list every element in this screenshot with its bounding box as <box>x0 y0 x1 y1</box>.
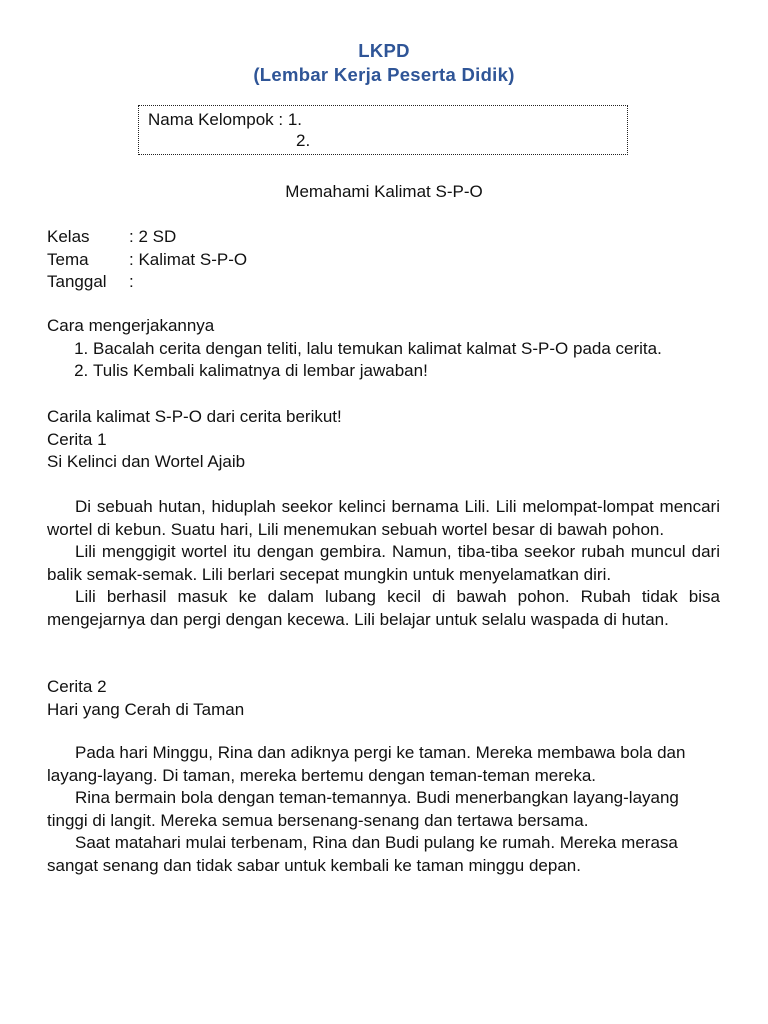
story2-title: Hari yang Cerah di Taman <box>47 699 245 719</box>
story2-label: Cerita 2 <box>47 677 107 696</box>
story-paragraph: Saat matahari mulai terbenam, Rina dan Budi pulang ke rumah. Mereka merasa sangat senang dan tidak sabar untuk kembali ke taman minggu depan. <box>47 833 678 875</box>
story-paragraph: Lili menggigit wortel itu dengan gembira. Namun, tiba-tiba seekor rubah muncul dari balik semak-semak. Lili berlari secepat mungkin untuk menyelamatkan diri. <box>47 542 720 584</box>
story-paragraph: Lili berhasil masuk ke dalam lubang kecil di bawah pohon. Rubah tidak bisa mengejarnya dan pergi dengan kecewa. Lili belajar untuk selalu waspada di hutan. <box>47 587 720 629</box>
page-title <box>0 39 768 87</box>
group-name-row-1: Nama Kelompok : 1. <box>148 110 303 129</box>
title-line-1: LKPD <box>358 40 410 61</box>
info-value: : <box>129 272 134 291</box>
story2-heading <box>47 676 244 721</box>
info-label: Tanggal <box>47 272 107 291</box>
instruction-item: 2. Tulis Kembali kalimatnya di lembar jawaban! <box>93 360 727 383</box>
info-row-kelas <box>47 226 247 249</box>
instructions <box>47 315 727 383</box>
group-name-box <box>138 105 628 155</box>
group-name-row-2: 2. <box>296 131 311 150</box>
instructions-list <box>47 338 727 383</box>
info-label: Kelas <box>47 227 90 246</box>
info-value: : 2 SD <box>129 227 177 246</box>
title-line-2: (Lembar Kerja Peserta Didik) <box>253 64 515 85</box>
story1-label: Cerita 1 <box>47 429 107 449</box>
info-label: Tema <box>47 249 89 269</box>
task-line: Carila kalimat S-P-O dari cerita berikut! <box>47 407 342 426</box>
info-row-tema <box>47 249 247 272</box>
info-value: : Kalimat S-P-O <box>129 249 248 269</box>
worksheet-subtitle: Memahami Kalimat S-P-O <box>285 182 483 201</box>
info-row-tanggal <box>47 271 247 294</box>
story-paragraph: Pada hari Minggu, Rina dan adiknya pergi ke taman. Mereka membawa bola dan layang-layang. Di taman, mereka bertemu dengan teman-teman mereka. <box>47 743 686 785</box>
class-info <box>47 226 247 294</box>
instruction-item: 1. Bacalah cerita dengan teliti, lalu temukan kalimat kalmat S-P-O pada cerita. <box>93 338 727 361</box>
instructions-heading: Cara mengerjakannya <box>47 316 215 335</box>
task-section <box>47 406 342 474</box>
story-1 <box>47 496 720 631</box>
story-paragraph: Rina bermain bola dengan teman-temannya. Budi menerbangkan layang-layang tinggi di langit. Mereka semua bersenang-senang dan tertawa bersama. <box>47 788 679 830</box>
story1-title: Si Kelinci dan Wortel Ajaib <box>47 452 246 471</box>
story-2 <box>47 742 720 877</box>
story-paragraph: Di sebuah hutan, hiduplah seekor kelinci bernama Lili. Lili melompat-lompat mencari wortel di kebun. Suatu hari, Lili menemukan sebuah wortel besar di bawah pohon. <box>47 497 720 539</box>
